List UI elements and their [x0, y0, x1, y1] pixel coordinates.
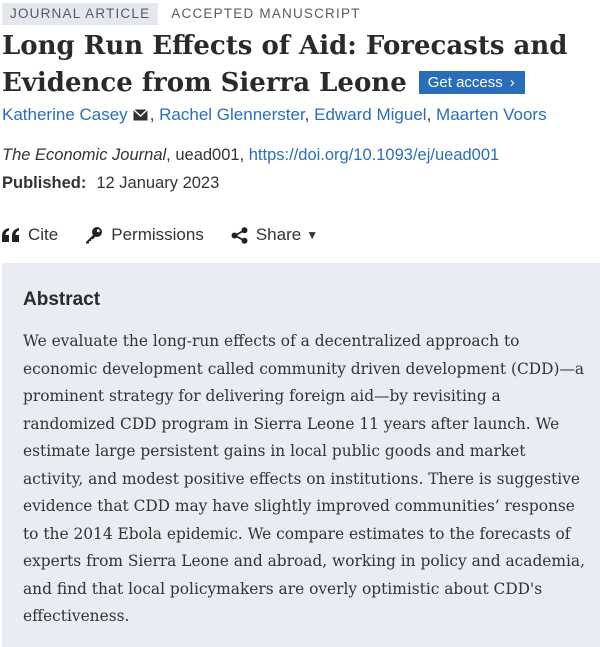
article-tools [2, 222, 318, 248]
author-separator: , [304, 105, 315, 124]
doi-link[interactable]: https://doi.org/10.1093/ej/uead001 [248, 146, 500, 164]
permissions-button[interactable] [85, 225, 204, 245]
article-id: , uead001, [166, 146, 249, 164]
article-title-text: Long Run Effects of Aid: Forecasts and Evidence from Sierra Leone [2, 31, 568, 98]
cite-label: Cite [28, 225, 59, 244]
author-link-glennerster[interactable]: Rachel Glennerster [159, 105, 305, 124]
journal-article-tag: JOURNAL ARTICLE [2, 3, 158, 25]
share-button[interactable] [231, 225, 318, 245]
cite-button[interactable] [2, 225, 58, 245]
author-link-miguel[interactable]: Edward Miguel [314, 105, 427, 124]
key-icon [85, 226, 103, 244]
published-label: Published: [2, 174, 87, 192]
citation-line [2, 143, 499, 167]
author-link-casey[interactable]: Katherine Casey [2, 105, 128, 124]
published-date: 12 January 2023 [96, 174, 220, 192]
get-access-button[interactable] [419, 71, 525, 94]
envelope-icon[interactable] [133, 104, 148, 128]
journal-name: The Economic Journal [2, 146, 167, 164]
author-list [2, 103, 547, 128]
quote-icon [2, 228, 20, 242]
abstract-heading: Abstract [23, 289, 101, 310]
article-title [2, 28, 598, 102]
share-icon [231, 227, 248, 244]
accepted-manuscript-tag: ACCEPTED MANUSCRIPT [171, 6, 361, 21]
author-separator: , [149, 105, 160, 124]
caret-down-icon: ▼ [306, 228, 319, 242]
share-label: Share [255, 225, 302, 244]
published-line [2, 171, 219, 195]
author-link-voors[interactable]: Maarten Voors [436, 105, 547, 124]
article-type-tags [2, 3, 361, 25]
author-separator: , [426, 105, 437, 124]
abstract-section [2, 263, 600, 647]
get-access-label: Get access [427, 74, 503, 91]
chevron-right-icon: › [509, 74, 515, 91]
abstract-text: We evaluate the long-run effects of a decentralized approach to economic development called community driven development (CDD)—a prominent strategy for delivering foreign aid—by revisiting a randomized CDD program in Sierra Leone 11 years after launch. We estimate large persistent gains in local public goods and market activity, and modest positive effects on institutions. There is suggestive evidence that CDD may have slightly improved communities’ response to the 2014 Ebola epidemic. We compare estimates to the forecasts of experts from Sierra Leone and abroad, working in policy and academia, and find that local policymakers are overly optimistic about CDD's effectiveness. [23, 332, 585, 625]
permissions-label: Permissions [111, 225, 204, 244]
